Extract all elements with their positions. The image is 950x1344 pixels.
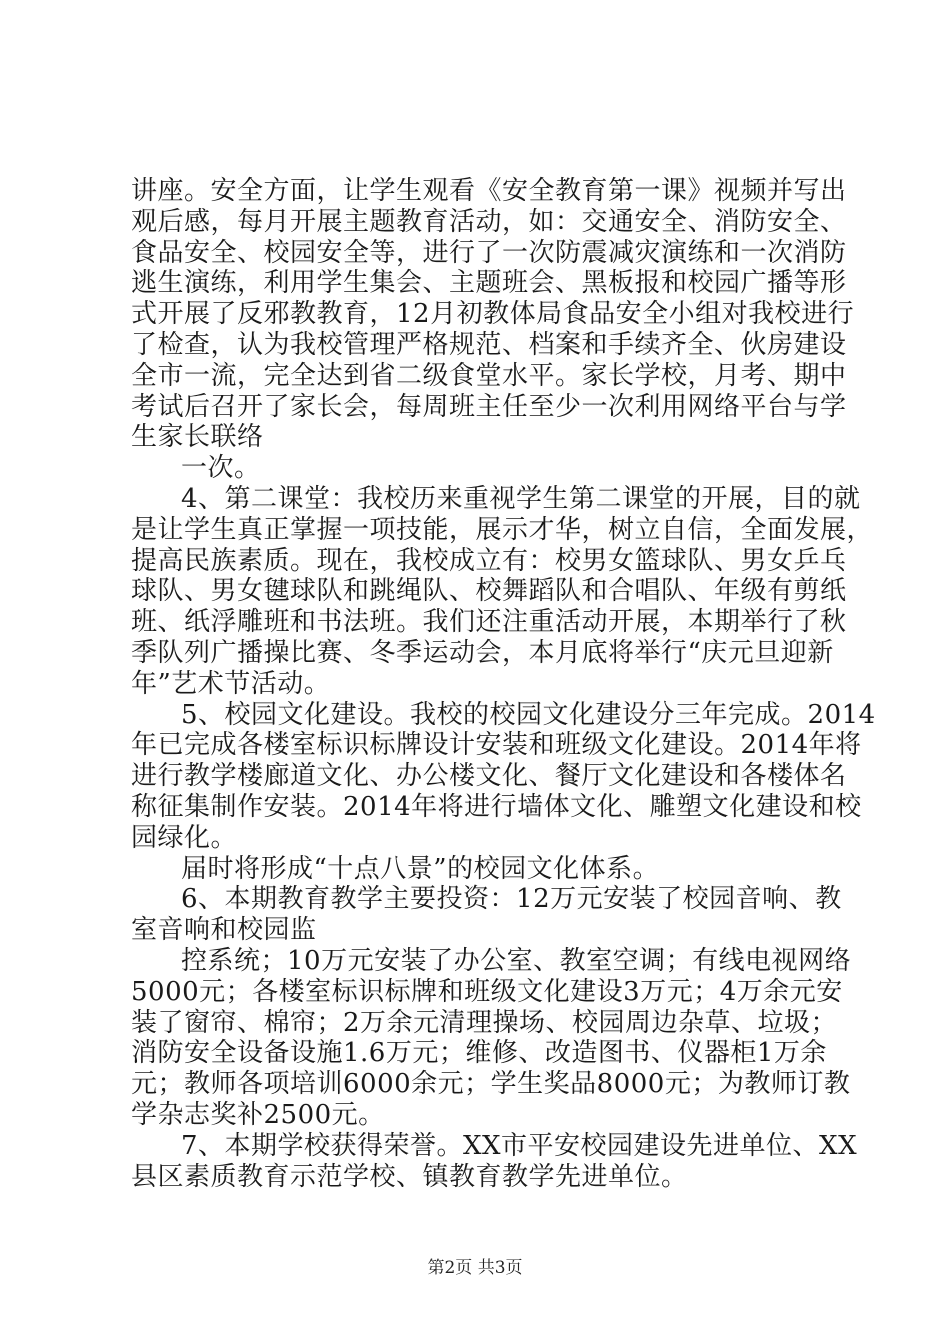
text-line: 逃生演练，利用学生集会、主题班会、黑板报和校园广播等形 (131, 268, 847, 298)
text-line: 提高民族素质。现在，我校成立有：校男女篮球队、男女乒乓 (131, 546, 847, 576)
text-line: 是让学生真正掌握一项技能，展示才华，树立自信，全面发展， (131, 515, 874, 545)
text-line: 考试后召开了家长会，每周班主任至少一次利用网络平台与学 (131, 392, 847, 422)
text-line: 年已完成各楼室标识标牌设计安装和班级文化建设。2014年将 (131, 730, 862, 760)
text-line: 消防安全设备设施1.6万元；维修、改造图书、仪器柜1万余 (131, 1038, 827, 1068)
paragraph-start-5: 5、校园文化建设。我校的校园文化建设分三年完成。2014 (181, 700, 876, 730)
paragraph-start-6: 6、本期教育教学主要投资：12万元安装了校园音响、教 (181, 884, 842, 914)
text-line: 5000元；各楼室标识标牌和班级文化建设3万元；4万余元安 (131, 977, 843, 1007)
paragraph-start-7: 7、本期学校获得荣誉。XX市平安校园建设先进单位、XX (181, 1131, 858, 1161)
text-line: 讲座。安全方面，让学生观看《安全教育第一课》视频并写出 (131, 176, 847, 206)
text-line: 班、纸浮雕班和书法班。我们还注重活动开展，本期举行了秋 (131, 607, 847, 637)
text-line: 室音响和校园监 (131, 915, 317, 945)
text-line: 了检查，认为我校管理严格规范、档案和手续齐全、伙房建设 (131, 330, 847, 360)
text-line: 进行教学楼廊道文化、办公楼文化、餐厅文化建设和各楼体名 (131, 761, 847, 791)
text-line: 学杂志奖补2500元。 (131, 1100, 385, 1130)
page-footer: 第2页 共3页 (427, 1258, 523, 1278)
text-line: 全市一流，完全达到省二级食堂水平。家长学校，月考、期中 (131, 361, 847, 391)
text-line: 食品安全、校园安全等，进行了一次防震减灾演练和一次消防 (131, 238, 847, 268)
text-line: 生家长联络 (131, 422, 264, 452)
paragraph-start-4: 4、第二课堂：我校历来重视学生第二课堂的开展，目的就 (181, 484, 861, 514)
text-line: 季队列广播操比赛、冬季运动会，本月底将举行“庆元旦迎新 (131, 638, 834, 668)
text-line: 控系统；10万元安装了办公室、教室空调；有线电视网络 (181, 946, 852, 976)
text-line: 称征集制作安装。2014年将进行墙体文化、雕塑文化建设和校 (131, 792, 862, 822)
text-line: 球队、男女毽球队和跳绳队、校舞蹈队和合唱队、年级有剪纸 (131, 576, 847, 606)
text-line: 式开展了反邪教教育，12月初教体局食品安全小组对我校进行 (131, 299, 855, 329)
text-line: 园绿化。 (131, 823, 238, 853)
text-line: 观后感，每月开展主题教育活动，如：交通安全、消防安全、 (131, 207, 847, 237)
text-line: 年”艺术节活动。 (131, 669, 331, 699)
text-line: 装了窗帘、棉帘；2万余元清理操场、校园周边杂草、垃圾； (131, 1008, 838, 1038)
text-line: 一次。 (181, 453, 261, 483)
text-line: 届时将形成“十点八景”的校园文化体系。 (181, 854, 660, 884)
text-line: 元；教师各项培训6000余元；学生奖品8000元；为教师订教 (131, 1069, 851, 1099)
text-line: 县区素质教育示范学校、镇教育教学先进单位。 (131, 1162, 688, 1192)
